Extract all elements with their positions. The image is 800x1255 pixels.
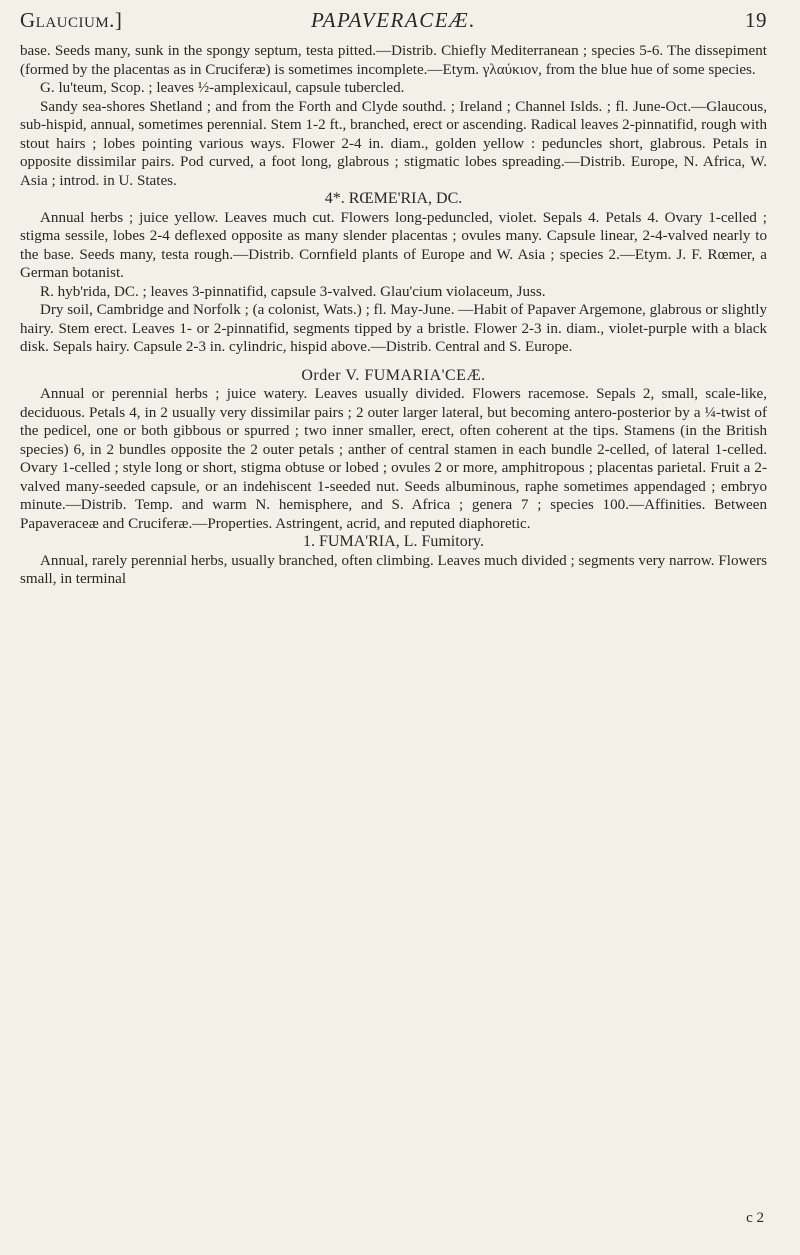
genus-continuation-paragraph: base. Seeds many, sunk in the spongy septum, testa pitted.—Distrib. Chiefly Mediterranean ; species 5-6. The dissepiment (formed by the placentas as in Cruciferæ) is sometimes incomplete.—Etym. γλαύκιον, from the blue hue of some species.	[20, 43, 767, 78]
page-number: 19	[745, 8, 767, 32]
species-diagnosis-glaucium-luteum: G. lu'teum, Scop. ; leaves ½-amplexicaul, capsule tubercled.	[40, 80, 405, 96]
running-head	[20, 0, 767, 42]
signature-mark: c 2	[746, 1210, 764, 1226]
species-description-roemeria-hybrida: Dry soil, Cambridge and Norfolk ; (a colonist, Wats.) ; fl. May-June. —Habit of Papaver Argemone, glabrous or slightly hairy. Stem erect. Leaves 1- or 2-pinnatifid, segments tipped by a bristle. Flower 2-3 in. diam., violet-purple with a black disk. Sepals hairy. Capsule 2-3 in. cylindric, hispid above.—Distrib. Central and S. Europe.	[20, 302, 767, 355]
genus-heading-fumaria: 1. FUMA'RIA, L. Fumitory.	[303, 533, 484, 550]
section-gap	[20, 357, 767, 367]
order-heading-fumariaceae: Order V. FUMARIA'CEÆ.	[301, 366, 486, 384]
genus-heading-roemeria: 4*. RŒME'RIA, DC.	[324, 190, 463, 207]
species-diagnosis-roemeria-hybrida: R. hyb'rida, DC. ; leaves 3-pinnatifid, capsule 3-valved. Glau'cium violaceum, Juss.	[40, 283, 546, 300]
genus-description-roemeria: Annual herbs ; juice yellow. Leaves much cut. Flowers long-peduncled, violet. Sepals 4. Petals 4. Ovary 1-celled ; stigma sessile, lobes 2-4 deflexed opposite as many slender placentas ; ovules many. Capsule linear, 2-4-valved nearly to the base. Seeds many, testa rough.—Distrib. Cornfield plants of Europe and W. Asia ; species 2.—Etym. J. F. Rœmer, a German botanist.	[20, 209, 767, 281]
running-head-family: PAPAVERACEÆ.	[311, 8, 476, 32]
running-head-genus: Glaucium.]	[20, 8, 123, 32]
genus-description-fumaria: Annual, rarely perennial herbs, usually branched, often climbing. Leaves much divided ; segments very narrow. Flowers small, in terminal	[20, 552, 767, 587]
species-description-glaucium-luteum: Sandy sea-shores Shetland ; and from the Forth and Clyde southd. ; Ireland ; Channel Islds. ; fl. June-Oct.—Glaucous, sub-hispid, annual, sometimes perennial. Stem 1-2 ft., branched, erect or ascending. Radical leaves 2-pinnatifid, rough with stout hairs ; lobes pointing various ways. Flower 2-4 in. diam., golden yellow : peduncles short, glabrous. Petals in opposite dissimilar pairs. Pod curved, a foot long, glabrous ; stigmatic lobes spreading.—Distrib. Europe, N. Africa, W. Asia ; introd. in U. States.	[20, 98, 767, 189]
page-body	[20, 42, 767, 589]
order-description-fumariaceae: Annual or perennial herbs ; juice watery. Leaves usually divided. Flowers racemose. Sepals 2, small, scale-like, deciduous. Petals 4, in 2 usually very dissimilar pairs ; 2 outer larger lateral, but becoming antero-posterior by a ¼-twist of the pedicel, one or both gibbous or spurred ; two inner smaller, erect, often coherent at the tips. Stamens (in the British species) 6, in 2 bundles opposite the 2 outer petals ; anther of central stamen in each bundle 2-celled, of lateral 1-celled. Ovary 1-celled ; style long or short, stigma obtuse or lobed ; ovules 2 or more, amphitropous ; placentas parietal. Fruit a 2-valved many-seeded capsule, or an indehiscent 1-seeded nut. Seeds albuminous, raphe sometimes appendaged ; embryo minute.—Distrib. Temp. and warm N. hemisphere, and S. Africa ; genera 7 ; species 100.—Affinities. Between Papaveraceæ and Cruciferæ.—Properties. Astringent, acrid, and reputed diaphoretic.	[20, 386, 767, 532]
